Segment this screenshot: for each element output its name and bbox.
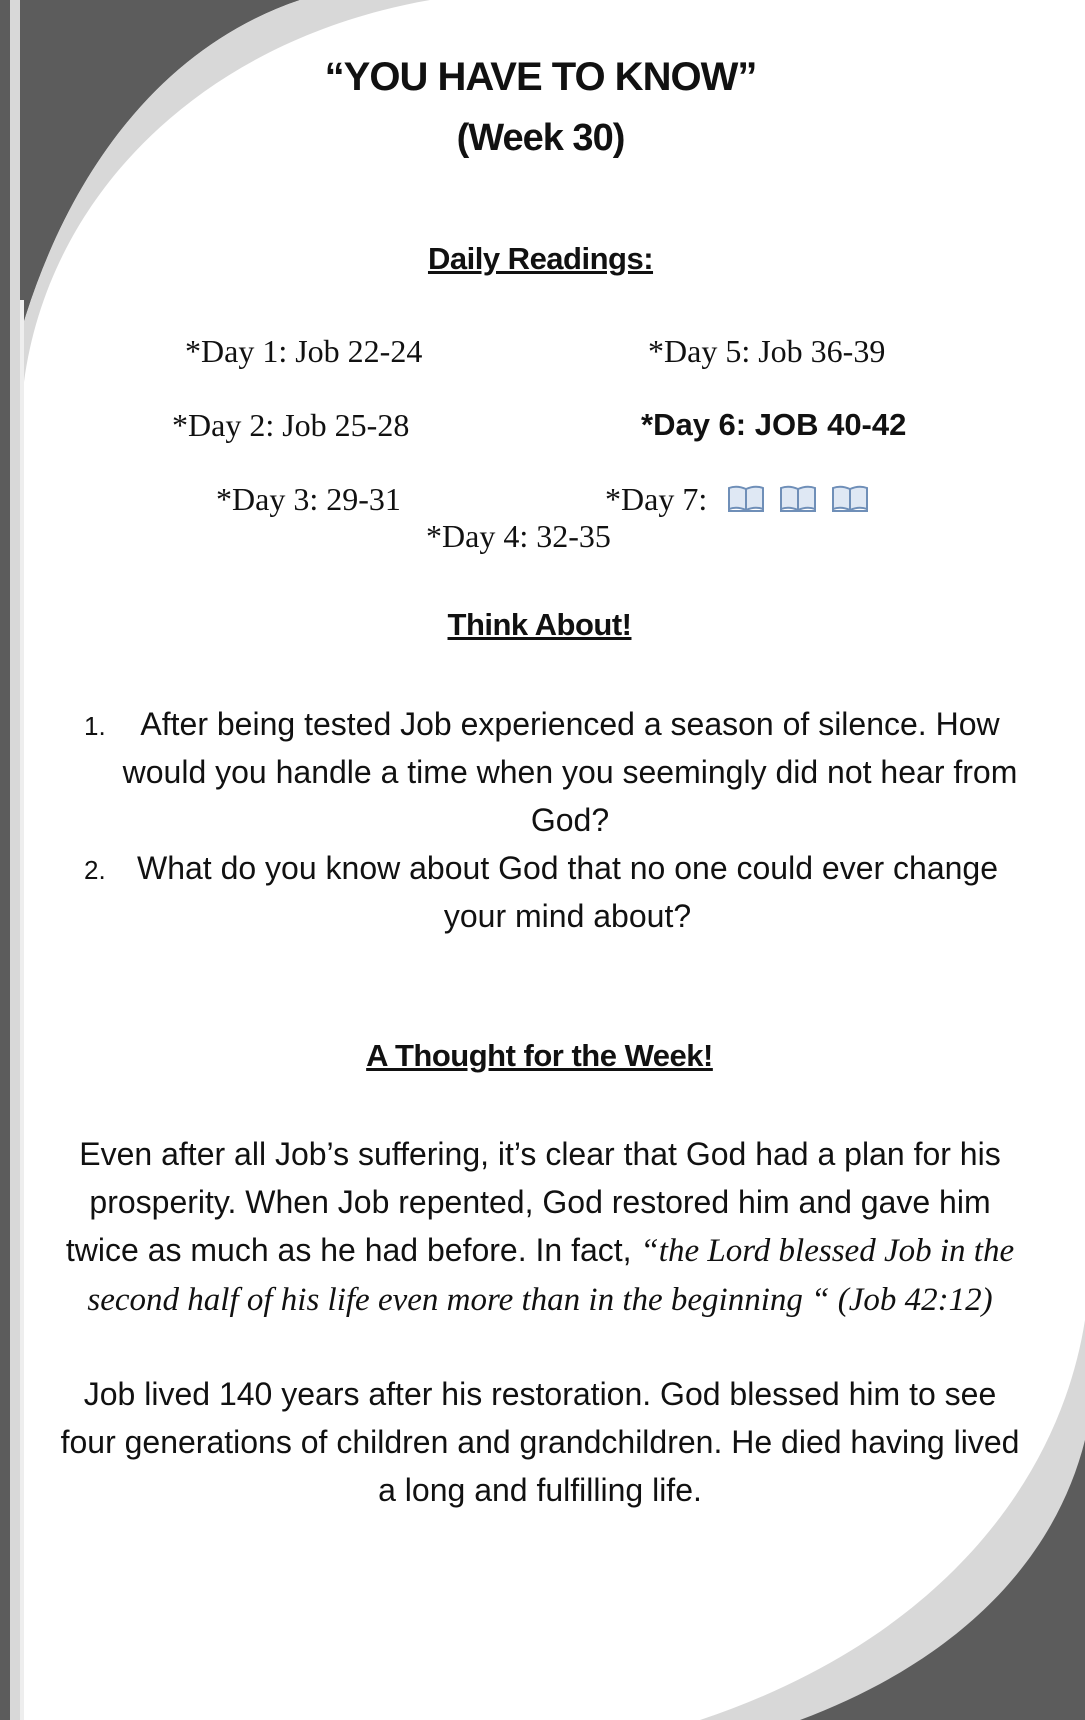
reading-day-4: *Day 4: 32-35 [426, 518, 611, 554]
book-icon [831, 484, 869, 512]
reading-day-1: *Day 1: Job 22-24 [185, 333, 423, 369]
reading-day-2: *Day 2: Job 25-28 [172, 407, 410, 443]
question-2-number: 2. [84, 855, 106, 885]
think-about-heading: Think About! [447, 607, 632, 642]
question-1-text: After being tested Job experienced a season of silence. How would you handle a time when you seemingly did not hear from God? [122, 706, 1018, 838]
day-7-book-icons [727, 484, 869, 512]
week-label: (Week 30) [456, 117, 625, 159]
reading-day-5: *Day 5: Job 36-39 [648, 333, 886, 369]
document-title: “YOU HAVE TO KNOW” [324, 55, 757, 99]
book-icon [727, 484, 765, 512]
reading-day-6: *Day 6: JOB 40-42 [641, 407, 907, 442]
thought-paragraph-1 [55, 1130, 1025, 1324]
reading-day-7: *Day 7: [605, 481, 708, 517]
thought-for-week-heading: A Thought for the Week! [366, 1038, 713, 1073]
book-icon [779, 484, 817, 512]
thought-paragraph-2: Job lived 140 years after his restoration. God blessed him to see four generations of children and grandchildren. He died having lived a long and fulfilling life. [60, 1376, 1020, 1508]
thought-paragraph-1-text: Even after all Job’s suffering, it’s clear that God had a plan for his prosperity. When Job repented, God restored him and gave him twice as much as he had before. In fact, [65, 1136, 1001, 1268]
daily-readings-heading: Daily Readings: [427, 241, 654, 276]
question-2-text: What do you know about God that no one could ever change your mind about? [136, 850, 999, 934]
scripture-quote: “the Lord blessed Job in the second half of his life even more than in the beginning “ (Job 42:12) [87, 1233, 1015, 1318]
reading-day-3: *Day 3: 29-31 [216, 481, 401, 517]
question-1-number: 1. [84, 711, 106, 741]
